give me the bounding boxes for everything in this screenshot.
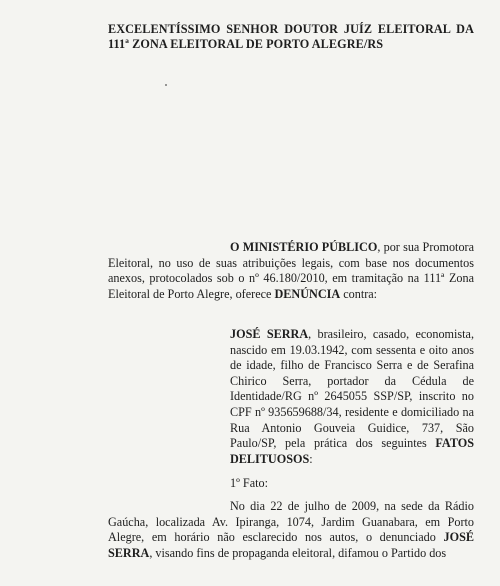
intro-paragraph xyxy=(108,240,474,302)
fato1-heading: 1º Fato: xyxy=(230,476,268,490)
header-line-2: 111ª ZONA ELEITORAL DE PORTO ALEGRE/RS xyxy=(108,37,384,51)
fato1-text-b: , visando fins de propaganda eleitoral, difamou o Partido dos xyxy=(149,545,447,560)
accused-paragraph xyxy=(230,327,474,467)
denuncia-label: DENÚNCIA xyxy=(274,286,341,301)
fatos-label: FATOS DELITUOSOS xyxy=(230,436,474,466)
scan-speck xyxy=(165,84,167,86)
header-line-1: EXCELENTÍSSIMO SENHOR DOUTOR JUÍZ ELEITORAL DA xyxy=(108,22,474,36)
document-header xyxy=(108,22,474,52)
fato1-paragraph xyxy=(108,499,474,561)
intro-text-b: contra: xyxy=(340,286,378,301)
accused-end: : xyxy=(309,451,313,466)
fato1-name: JOSÉ SERRA xyxy=(108,530,474,560)
fato1-text-a: No dia 22 de julho de 2009, na sede da Rádio Gaúcha, localizada Av. Ipiranga, 1074, Jardim Guanabara, em Porto Alegre, em horário não esclarecido nos autos, o denunciado xyxy=(108,499,474,545)
intro-text-a: , por sua Promotora Eleitoral, no uso de suas atribuições legais, com base nos documentos anexos, protocolados sob o nº 46.180/2010, em tramitação na 111ª Zona Eleitoral de Porto Alegre, oferece xyxy=(108,240,475,301)
org-name: O MINISTÉRIO PÚBLICO xyxy=(230,240,378,254)
accused-name: JOSÉ SERRA xyxy=(230,327,309,341)
accused-text: , brasileiro, casado, economista, nascido em 19.03.1942, com sessenta e oito anos de idade, filho de Francisco Serra e de Serafina Chirico Serra, portador da Cédula de Identidade/RG nº 2645055 SSP/SP, inscrito no CPF nº 935659688/34, residente e domiciliado na Rua Antonio Gouveia Guidice, 737, São Paulo/SP, pela prática dos seguintes xyxy=(230,327,474,451)
